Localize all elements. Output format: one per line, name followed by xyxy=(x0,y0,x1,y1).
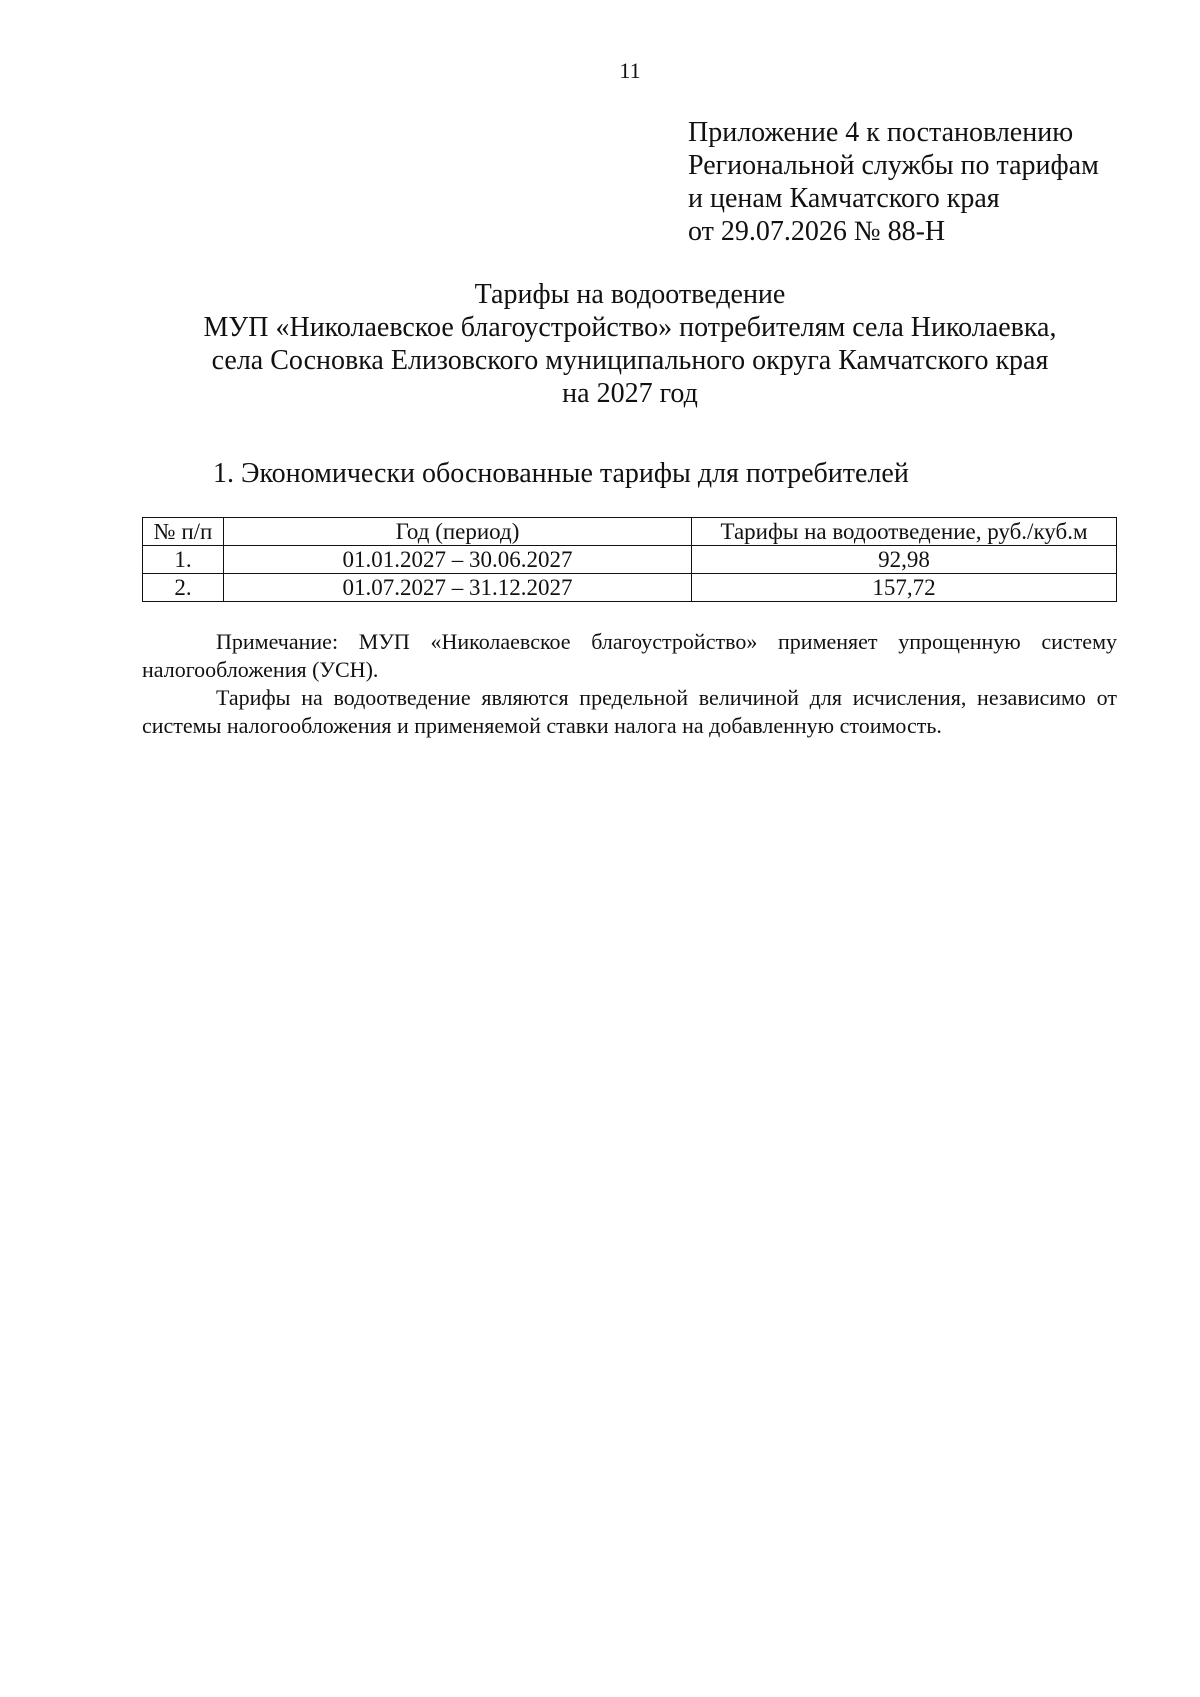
section-heading: 1. Экономически обоснованные тарифы для потребителей xyxy=(213,458,909,489)
column-header-tariff: Тарифы на водоотведение, руб./куб.м xyxy=(692,518,1117,546)
document-title xyxy=(130,278,1130,410)
title-line: на 2027 год xyxy=(562,378,698,409)
cell-period: 01.01.2027 – 30.06.2027 xyxy=(224,546,692,574)
page-number: 11 xyxy=(619,58,641,83)
column-header-number: № п/п xyxy=(143,518,224,546)
note-paragraph: Тарифы на водоотведение являются предельной величиной для исчисления, независимо от системы налогообложения и применяемой ставки налога на добавленную стоимость. xyxy=(142,685,1117,738)
appendix-line: от 29.07.2026 № 88-Н xyxy=(688,216,946,247)
tariff-table xyxy=(142,517,1117,602)
title-line: Тарифы на водоотведение xyxy=(474,279,786,310)
appendix-line: и ценам Камчатского края xyxy=(688,183,1000,214)
table-row xyxy=(143,574,1117,602)
appendix-line: Региональной службы по тарифам xyxy=(688,150,1099,181)
title-line: села Сосновка Елизовского муниципального округа Камчатского края xyxy=(211,345,1049,376)
appendix-line: Приложение 4 к постановлению xyxy=(688,117,1074,148)
cell-period: 01.07.2027 – 31.12.2027 xyxy=(224,574,692,602)
notes-block xyxy=(142,628,1117,740)
table-header-row xyxy=(143,518,1117,546)
note-paragraph: Примечание: МУП «Николаевское благоустройство» применяет упрощенную систему налогообложения (УСН). xyxy=(142,629,1117,682)
column-header-period: Год (период) xyxy=(224,518,692,546)
cell-number: 1. xyxy=(143,546,224,574)
cell-tariff: 157,72 xyxy=(692,574,1117,602)
appendix-block xyxy=(688,116,1099,248)
table-row xyxy=(143,546,1117,574)
cell-number: 2. xyxy=(143,574,224,602)
cell-tariff: 92,98 xyxy=(692,546,1117,574)
title-line: МУП «Николаевское благоустройство» потребителям села Николаевка, xyxy=(203,312,1057,343)
